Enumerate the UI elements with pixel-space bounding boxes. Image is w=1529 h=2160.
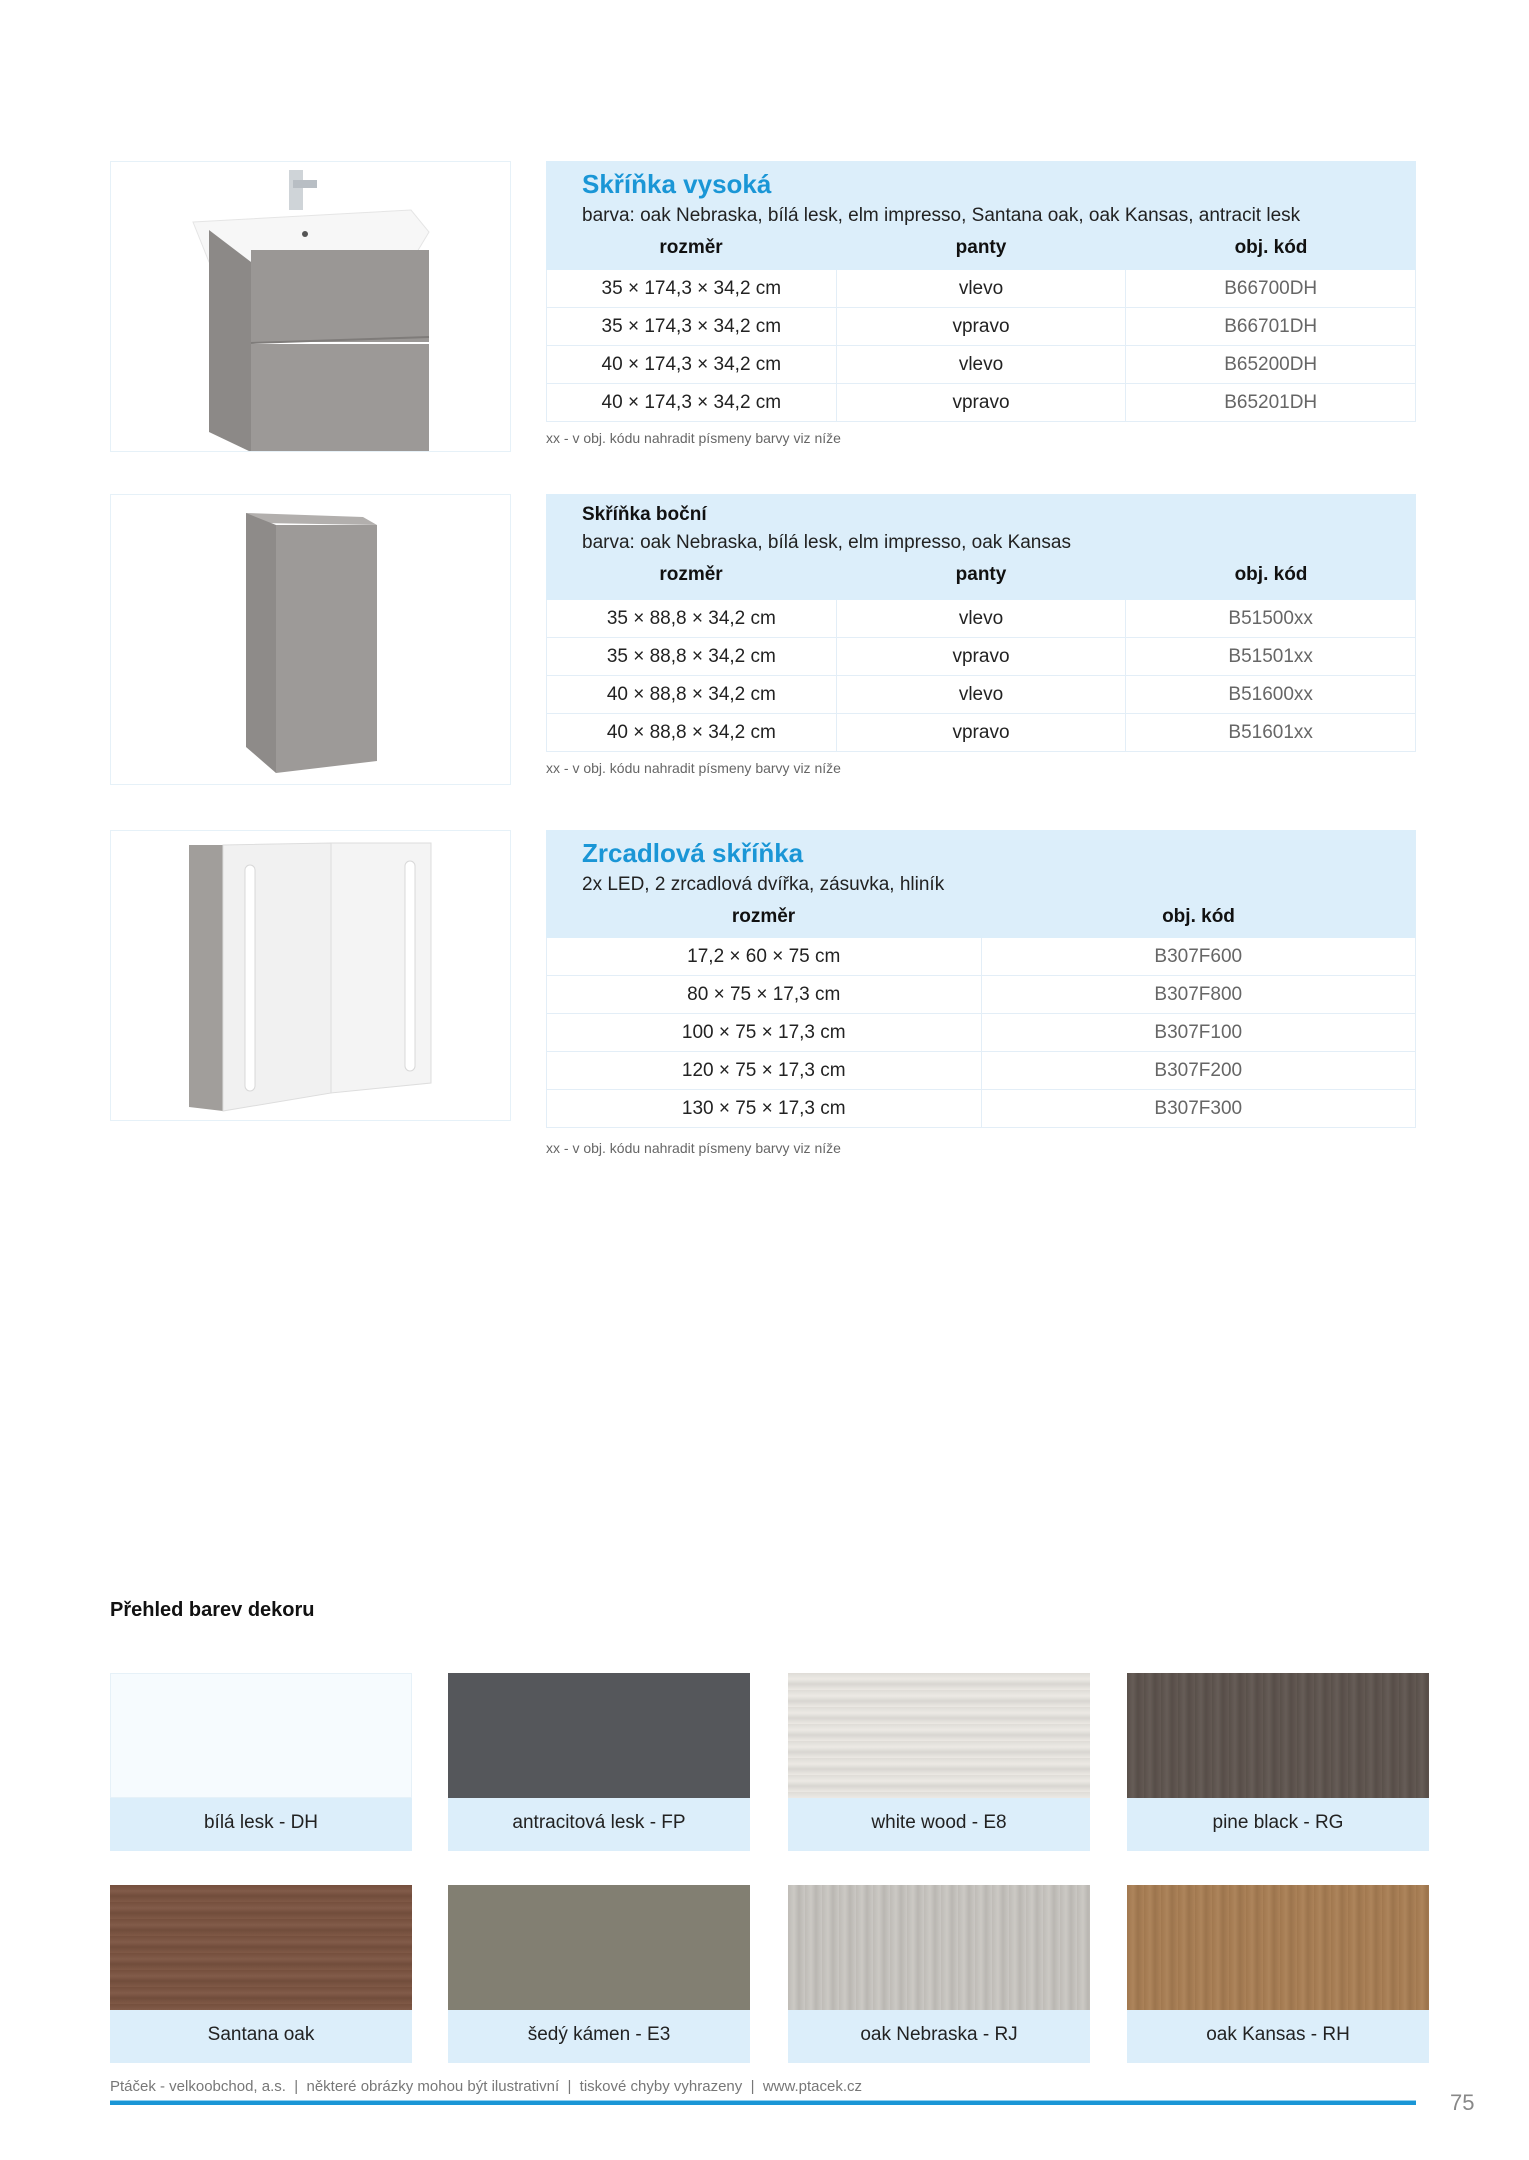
code-note: xx - v obj. kódu nahradit písmeny barvy viz níže [546,760,841,776]
cell-code: B307F300 [982,1090,1417,1127]
column-header-size: rozměr [731,906,796,927]
cell-size: 80 × 75 × 17,3 cm [546,976,982,1013]
table-row [546,1090,1416,1128]
cell-hinges: vpravo [837,714,1127,751]
cell-size: 40 × 88,8 × 34,2 cm [546,676,837,713]
cell-hinges: vlevo [837,676,1127,713]
cell-size: 35 × 88,8 × 34,2 cm [546,638,837,675]
table-row [546,384,1416,422]
cell-hinges: vpravo [837,384,1127,421]
cell-size: 17,2 × 60 × 75 cm [546,938,982,975]
swatch-label: oak Kansas - RH [1127,2010,1429,2063]
cell-size: 35 × 174,3 × 34,2 cm [546,308,837,345]
swatch-texture [110,1885,412,2010]
swatch-label: Santana oak [110,2010,412,2063]
cell-code: B307F600 [982,938,1417,975]
product-title: Skříňka boční [582,504,707,525]
table-row [546,1014,1416,1052]
table-row [546,676,1416,714]
footer-text: Ptáček - velkoobchod, a.s. | některé obrázky mohou být ilustrativní | tiskové chyby vyhrazeny | www.ptacek.cz [110,2078,863,2095]
footer-divider [110,2100,1416,2105]
swatch-label: bílá lesk - DH [110,1798,412,1851]
table-row [546,1052,1416,1090]
colors-section-title: Přehled barev dekoru [110,1599,315,1621]
cell-size: 100 × 75 × 17,3 cm [546,1014,982,1051]
product-title: Skříňka vysoká [582,169,772,199]
page-number: 75 [1450,2090,1475,2115]
cell-hinges: vlevo [837,346,1127,383]
product-table-side-cabinet [546,494,1416,752]
color-swatch [110,1673,412,1851]
column-header-code: obj. kód [1234,237,1308,258]
cell-code: B51600xx [1126,676,1416,713]
cell-code: B51500xx [1126,600,1416,637]
cell-size: 130 × 75 × 17,3 cm [546,1090,982,1127]
mirror-cabinet-illustration [111,831,510,1120]
cell-size: 40 × 174,3 × 34,2 cm [546,346,837,383]
table-row [546,600,1416,638]
column-header-hinges: panty [955,564,1007,585]
swatch-label: šedý kámen - E3 [448,2010,750,2063]
cell-code: B65201DH [1126,384,1416,421]
cell-code: B307F800 [982,976,1417,1013]
column-header-hinges: panty [955,237,1007,258]
column-header-code: obj. kód [1162,906,1235,927]
color-swatch [448,1885,750,2063]
color-swatch [788,1885,1090,2063]
swatch-texture [110,1673,412,1798]
cell-hinges: vpravo [837,308,1127,345]
cell-hinges: vlevo [837,600,1127,637]
swatch-texture [448,1673,750,1798]
table-row [546,308,1416,346]
color-swatch [1127,1885,1429,2063]
table-row [546,714,1416,752]
product-colors: barva: oak Nebraska, bílá lesk, elm impresso, oak Kansas [582,532,1071,553]
vanity-cabinet-illustration [111,162,510,451]
swatch-texture [788,1885,1090,2010]
cell-size: 40 × 88,8 × 34,2 cm [546,714,837,751]
cell-code: B65200DH [1126,346,1416,383]
table-row [546,346,1416,384]
swatch-label: antracitová lesk - FP [448,1798,750,1851]
cell-size: 35 × 174,3 × 34,2 cm [546,270,837,307]
table-row [546,938,1416,976]
cell-code: B307F200 [982,1052,1417,1089]
cell-code: B66701DH [1126,308,1416,345]
cell-code: B66700DH [1126,270,1416,307]
column-header-size: rozměr [659,237,723,258]
product-table-mirror-cabinet [546,830,1416,1128]
product-image-tall-cabinet [110,161,511,452]
column-header-size: rozměr [659,564,723,585]
product-image-mirror-cabinet [110,830,511,1121]
cell-code: B307F100 [982,1014,1417,1051]
code-note: xx - v obj. kódu nahradit písmeny barvy viz níže [546,430,841,446]
product-colors: barva: oak Nebraska, bílá lesk, elm impresso, Santana oak, oak Kansas, antracit lesk [582,205,1301,226]
table-row [546,638,1416,676]
cell-code: B51501xx [1126,638,1416,675]
cell-hinges: vlevo [837,270,1127,307]
cell-size: 120 × 75 × 17,3 cm [546,1052,982,1089]
product-image-side-cabinet [110,494,511,785]
color-swatch [1127,1673,1429,1851]
swatch-texture [448,1885,750,2010]
column-header-code: obj. kód [1234,564,1308,585]
product-title: Zrcadlová skříňka [582,838,804,868]
table-row [546,270,1416,308]
product-table-tall-cabinet [546,161,1416,422]
color-swatch [448,1673,750,1851]
color-swatch [788,1673,1090,1851]
swatch-label: white wood - E8 [788,1798,1090,1851]
swatch-texture [788,1673,1090,1798]
table-row [546,976,1416,1014]
cell-size: 35 × 88,8 × 34,2 cm [546,600,837,637]
swatch-label: oak Nebraska - RJ [788,2010,1090,2063]
cell-code: B51601xx [1126,714,1416,751]
table-header [546,229,1416,267]
swatch-texture [1127,1885,1429,2010]
swatch-texture [1127,1673,1429,1798]
product-features: 2x LED, 2 zrcadlová dvířka, zásuvka, hliník [582,874,945,895]
table-header [546,556,1416,594]
side-cabinet-illustration [111,495,510,784]
cell-hinges: vpravo [837,638,1127,675]
code-note: xx - v obj. kódu nahradit písmeny barvy viz níže [546,1140,841,1156]
color-swatch [110,1885,412,2063]
cell-size: 40 × 174,3 × 34,2 cm [546,384,837,421]
table-header [546,898,1416,936]
swatch-label: pine black - RG [1127,1798,1429,1851]
